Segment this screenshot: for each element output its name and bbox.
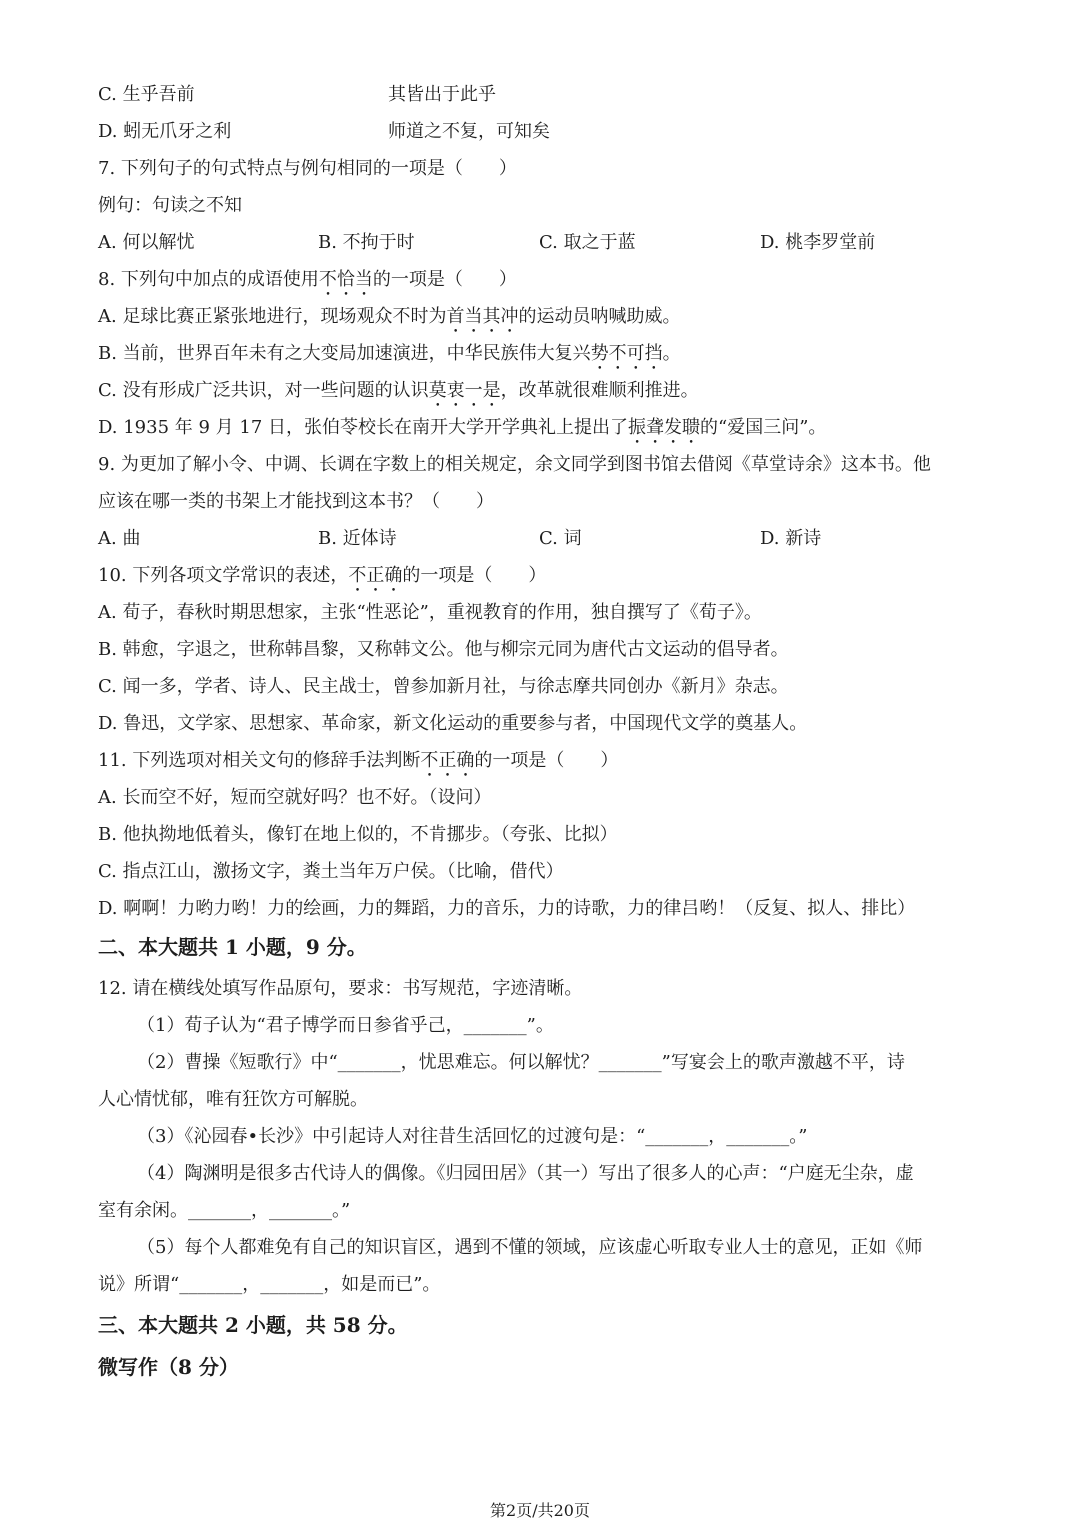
q6-option-d: D. 蚓无爪牙之利 bbox=[98, 121, 232, 142]
q12-item-5-line2: 说》所谓“_______，_______，如是而已”。 bbox=[98, 1274, 441, 1295]
q11-stem-post: 的一项是（ ） bbox=[474, 750, 619, 771]
q8-c-pre: C. 没有形成广泛共识，对一些问题的认识 bbox=[98, 380, 429, 401]
q8-c-idiom: 莫衷一是 bbox=[428, 380, 501, 401]
q8-option-c bbox=[98, 378, 699, 404]
q12-item-1: （1）荀子认为“君子博学而日参省乎己，_______”。 bbox=[137, 1015, 554, 1036]
q8-stem-pre: 8. 下列句中加点的成语使用 bbox=[98, 269, 319, 290]
q12-item-5-line1: （5）每个人都难免有自己的知识盲区，遇到不懂的领域，应该虚心听取专业人士的意见，正如《师 bbox=[137, 1237, 923, 1258]
q8-option-b bbox=[98, 341, 681, 367]
q8-a-idiom: 首当其冲 bbox=[446, 306, 519, 327]
q8-stem-post: 的一项是（ ） bbox=[372, 269, 517, 290]
q10-option-c: C. 闻一多，学者、诗人、民主战士，曾参加新月社，与徐志摩共同创办《新月》杂志。 bbox=[98, 676, 789, 697]
q8-d-post: 的“爱国三问”。 bbox=[700, 417, 827, 438]
q8-option-a bbox=[98, 304, 680, 330]
q11-option-b: B. 他执拗地低着头，像钉在地上似的，不肯挪步。（夸张、比拟） bbox=[98, 824, 618, 845]
q6-option-c: C. 生乎吾前 bbox=[98, 84, 195, 105]
q10-stem-emphasis: 不正确 bbox=[348, 565, 403, 586]
q12-item-4-line2: 室有余闲。_______，_______。” bbox=[98, 1200, 351, 1221]
q8-stem bbox=[98, 267, 517, 293]
q11-option-a: A. 长而空不好，短而空就好吗？也不好。（设问） bbox=[98, 787, 492, 808]
q8-a-pre: A. 足球比赛正紧张地进行，现场观众不时为 bbox=[98, 306, 447, 327]
q12-stem: 12. 请在横线处填写作品原句，要求：书写规范，字迹清晰。 bbox=[98, 978, 583, 999]
q11-stem-pre: 11. 下列选项对相关文句的修辞手法判断 bbox=[98, 750, 421, 771]
q12-item-2-line1: （2）曹操《短歌行》中“_______，忧思难忘。何以解忧？_______”写宴会上的歌声激越不平，诗 bbox=[137, 1052, 905, 1073]
q7-option-d: D. 桃李罗堂前 bbox=[760, 232, 876, 253]
q7-example: 例句：句读之不知 bbox=[98, 195, 242, 216]
q8-b-pre: B. 当前，世界百年未有之大变局加速演进，中华民族伟大复兴 bbox=[98, 343, 591, 364]
q11-stem bbox=[98, 748, 618, 774]
q8-option-d bbox=[98, 415, 826, 441]
q10-option-a: A. 荀子，春秋时期思想家，主张“性恶论”，重视教育的作用，独自撰写了《荀子》。 bbox=[98, 602, 762, 623]
q9-stem-line2: 应该在哪一类的书架上才能找到这本书？（ ） bbox=[98, 491, 494, 512]
q9-stem-line1: 9. 为更加了解小令、中调、长调在字数上的相关规定，余文同学到图书馆去借阅《草堂诗余》这本书。他 bbox=[98, 454, 931, 475]
q9-option-a: A. 曲 bbox=[98, 528, 141, 549]
q8-d-idiom: 振聋发聩 bbox=[628, 417, 701, 438]
q10-option-d: D. 鲁迅，文学家、思想家、革命家，新文化运动的重要参与者，中国现代文学的奠基人。 bbox=[98, 713, 808, 734]
q12-item-4-line1: （4）陶渊明是很多古代诗人的偶像。《归园田居》（其一）写出了很多人的心声：“户庭无尘杂，虚 bbox=[137, 1163, 914, 1184]
q9-option-d: D. 新诗 bbox=[760, 528, 822, 549]
q12-item-2-line2: 人心情忧郁，唯有狂饮方可解脱。 bbox=[98, 1089, 368, 1110]
q8-b-idiom: 势不可挡 bbox=[590, 343, 663, 364]
q7-option-c: C. 取之于蓝 bbox=[539, 232, 636, 253]
q8-b-post: 。 bbox=[662, 343, 681, 364]
q7-stem: 7. 下列句子的句式特点与例句相同的一项是（ ） bbox=[98, 158, 517, 179]
micro-writing-heading: 微写作（8 分） bbox=[98, 1355, 239, 1379]
q10-stem-pre: 10. 下列各项文学常识的表述， bbox=[98, 565, 349, 586]
q7-option-a: A. 何以解忧 bbox=[98, 232, 195, 253]
q6-option-d-right: 师道之不复，可知矣 bbox=[388, 121, 550, 142]
q8-stem-emphasis: 不恰当 bbox=[318, 269, 373, 290]
q11-stem-emphasis: 不正确 bbox=[420, 750, 475, 771]
q6-option-c-right: 其皆出于此乎 bbox=[388, 84, 496, 105]
q11-option-d: D. 啊啊！力哟力哟！力的绘画，力的舞蹈，力的音乐，力的诗歌，力的律吕哟！（反复、拟人、排比） bbox=[98, 898, 916, 919]
page-number: 第2页/共20页 bbox=[490, 1501, 590, 1520]
q8-a-post: 的运动员呐喊助威。 bbox=[518, 306, 681, 327]
section-2-heading: 二、本大题共 1 小题，9 分。 bbox=[98, 935, 367, 959]
q9-option-b: B. 近体诗 bbox=[318, 528, 397, 549]
q11-option-c: C. 指点江山，激扬文字，粪土当年万户侯。（比喻，借代） bbox=[98, 861, 564, 882]
q7-option-b: B. 不拘于时 bbox=[318, 232, 415, 253]
section-3-heading: 三、本大题共 2 小题，共 58 分。 bbox=[98, 1313, 408, 1337]
q12-item-3: （3）《沁园春•长沙》中引起诗人对往昔生活回忆的过渡句是：“_______，_______。” bbox=[137, 1126, 808, 1147]
q10-option-b: B. 韩愈，字退之，世称韩昌黎，又称韩文公。他与柳宗元同为唐代古文运动的倡导者。 bbox=[98, 639, 789, 660]
q10-stem-post: 的一项是（ ） bbox=[402, 565, 547, 586]
q8-d-pre: D. 1935 年 9 月 17 日，张伯苓校长在南开大学开学典礼上提出了 bbox=[98, 417, 629, 438]
q10-stem bbox=[98, 563, 546, 589]
q8-c-post: ，改革就很难顺利推进。 bbox=[500, 380, 699, 401]
q9-option-c: C. 词 bbox=[539, 528, 582, 549]
